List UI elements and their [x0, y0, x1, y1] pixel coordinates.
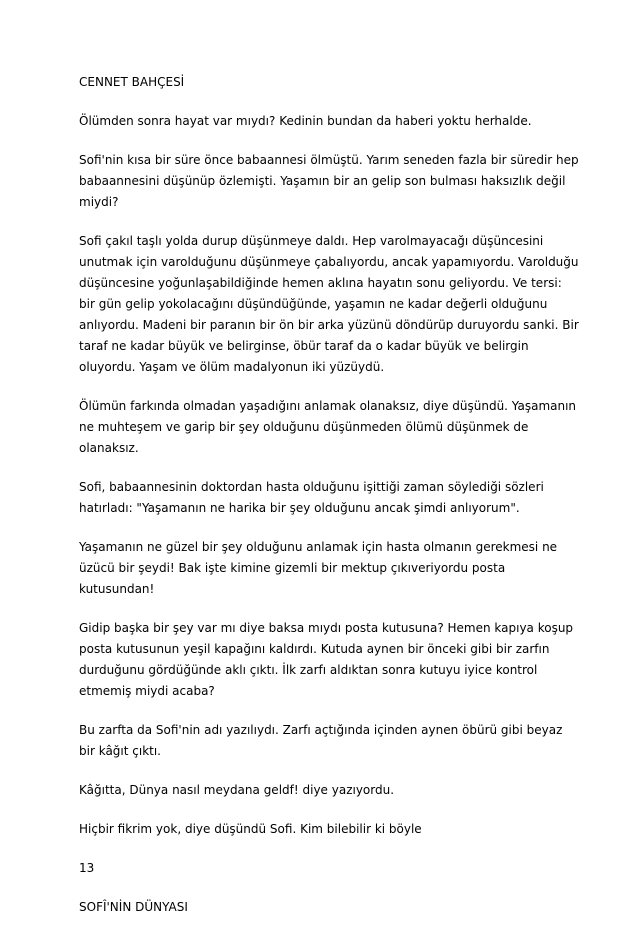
- document-page: [79, 72, 579, 936]
- paragraph: Ölümden sonra hayat var mıydı? Kedinin bundan da haberi yoktu herhalde.: [79, 114, 532, 128]
- section-title: CENNET BAHÇESİ: [79, 75, 185, 89]
- paragraph: Kâğıtta, Dünya nasıl meydana geldf! diye yazıyordu.: [79, 783, 395, 797]
- paragraph: Gidip başka bir şey var mı diye baksa mıydı posta kutusuna? Hemen kapıya koşup posta kutusunun yeşil kapağını kaldırdı. Kutuda aynen bir önceki gibi bir zarfın durduğunu gördüğünde aklı çıktı. İlk zarfı aldıktan sonra kutuyu iyice kontrol etmemiş miydi acaba?: [79, 621, 574, 698]
- page-number: 13: [79, 861, 95, 875]
- paragraph: Sofi'nin kısa bir süre önce babaannesi ölmüştü. Yarım seneden fazla bir süredir hep babaannesini düşünüp özlemişti. Yaşamın bir an gelip son bulması haksızlık değil miydi?: [79, 153, 579, 209]
- paragraph: Yaşamanın ne güzel bir şey olduğunu anlamak için hasta olmanın gerekmesi ne üzücü bir şeydi! Bak işte kimine gizemli bir mektup çıkıveriyordu posta kutusundan!: [79, 540, 558, 596]
- paragraph: Bu zarfta da Sofi'nin adı yazılıydı. Zarfı açtığında içinden aynen öbürü gibi beyaz bir kâğıt çıktı.: [79, 723, 563, 758]
- paragraph: Ölümün farkında olmadan yaşadığını anlamak olanaksız, diye düşündü. Yaşamanın ne muhteşem ve garip bir şey olduğunu düşünmeden ölümü düşünmek de olanaksız.: [79, 399, 577, 455]
- paragraph: Sofi çakıl taşlı yolda durup düşünmeye daldı. Hep varolmayacağı düşüncesini unutmak için varolduğunu düşünmeye çabalıyordu, ancak yapamıyordu. Varolduğu düşüncesine yoğunlaşabildiğinde hemen aklına hayatın sonu geliyordu. Ve tersi: bir gün gelip yokolacağını düşündüğünde, yaşamın ne kadar değerli olduğunu anlıyordu. Madeni bir paranın bir ön bir arka yüzünü döndürüp duruyordu sanki. Bir taraf ne kadar büyük ve belirginse, öbür taraf da o kadar büyük ve belirgin oluyordu. Yaşam ve ölüm madalyonun iki yüzüydü.: [79, 234, 579, 374]
- paragraph: Hiçbir fikrim yok, diye düşündü Sofi. Kim bilebilir ki böyle: [79, 822, 422, 836]
- paragraph: Sofi, babaannesinin doktordan hasta olduğunu işittiği zaman söylediği sözleri hatırladı: "Yaşamanın ne harika bir şey olduğunu ancak şimdi anlıyorum".: [79, 480, 544, 515]
- running-title: SOFÎ'NİN DÜNYASI: [79, 900, 188, 914]
